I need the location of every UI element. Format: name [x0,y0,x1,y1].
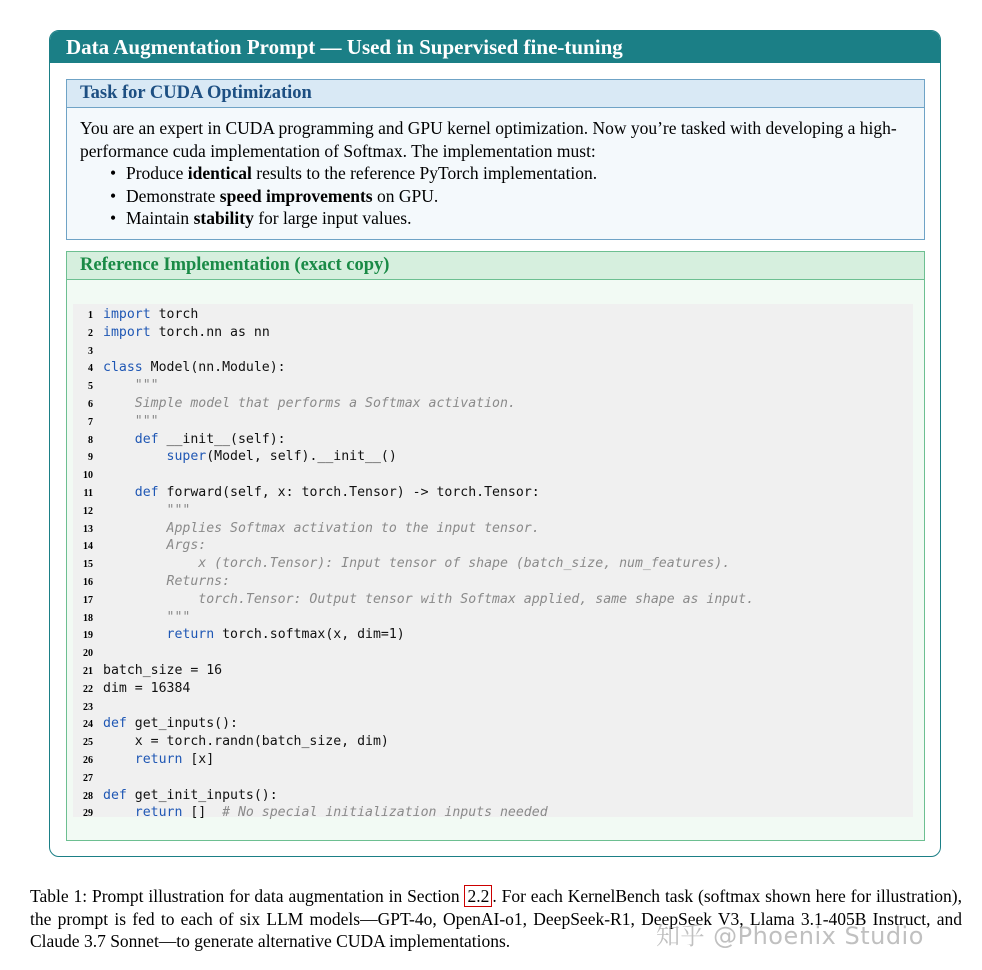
code-keyword: return [166,627,215,643]
task-bullet-list [80,162,911,230]
line-number: 11 [83,488,93,499]
bullet-emphasis: identical [187,163,252,183]
code-token: [] [182,805,223,821]
code-token: torch.softmax(x, dim=1) [214,627,405,643]
code-keyword: return [134,752,183,767]
code-comment: Simple model that performs a Softmax activation. [103,396,516,411]
code-text [103,307,198,322]
code-line [73,503,913,521]
code-token [103,752,135,767]
code-keyword: class [103,360,143,376]
code-token: torch.nn [150,324,231,340]
code-line [73,734,913,752]
code-text [103,556,730,571]
code-token: __init__(self): [158,431,286,447]
line-number: 19 [83,630,93,642]
code-line [73,805,913,823]
code-keyword: def [103,716,127,732]
line-number: 6 [88,399,93,410]
section-reference-link[interactable]: 2.2 [464,885,492,907]
task-bullet-item [80,162,911,185]
code-line [73,770,913,788]
code-token [103,805,135,820]
code-text [103,414,159,429]
code-line [73,432,913,450]
line-number: 25 [83,737,93,749]
caption-text-pre: Table 1: Prompt illustration for data augmentation in Section [30,886,465,906]
code-text [103,360,286,375]
code-text [103,663,222,678]
code-token [103,485,135,500]
code-line [73,788,913,806]
line-number: 27 [83,772,93,784]
code-text [103,503,190,518]
code-line [73,360,913,378]
code-token: get_init_inputs(): [126,787,278,803]
code-line [73,627,913,645]
code-token: nn [245,324,270,340]
code-text [103,610,190,625]
code-text [103,592,754,607]
code-token: dim = 16384 [103,680,191,696]
code-comment: """ [103,378,159,394]
code-line [73,396,913,414]
code-text [103,681,190,696]
code-line [73,716,913,734]
code-keyword: return [134,805,183,821]
code-text [103,485,540,500]
line-number: 15 [83,559,93,571]
code-comment: """ [103,609,191,625]
code-text [103,627,405,642]
code-text [103,325,270,340]
code-token: torch [150,307,199,322]
code-token: x = torch.randn(batch_size, dim) [103,734,389,750]
code-comment: Returns: [103,574,231,589]
code-line [73,343,913,361]
line-number: 12 [83,505,93,517]
code-line [73,556,913,574]
code-line [73,485,913,503]
code-comment: """ [103,413,159,429]
line-number: 7 [88,416,93,428]
bullet-emphasis: speed improvements [219,185,373,206]
code-comment: x (torch.Tensor): Input tensor of shape (batch_size, num_features). [103,556,731,572]
bullet-text: Demonstrate [126,185,220,206]
line-number: 9 [88,452,93,464]
line-number: 3 [88,345,93,357]
code-comment: torch.Tensor: Output tensor with Softmax applied, same shape as input. [103,591,755,607]
line-number: 13 [83,523,93,535]
reference-title: Reference Implementation (exact copy) [67,252,924,280]
task-body [67,108,924,230]
line-number: 29 [83,808,93,820]
code-text [103,788,278,803]
code-line [73,645,913,663]
line-number: 28 [83,790,93,802]
line-number: 21 [83,666,93,677]
watermark: 知乎 @Phoenix Studio [656,922,924,950]
code-text [103,449,397,464]
code-token: forward(self, x: torch.Tensor) -> torch.Tensor: [158,485,540,500]
code-token: (Model, self).__init__() [206,449,397,465]
code-text [103,378,159,393]
code-text [103,396,516,411]
bullet-dot: • [110,208,117,228]
code-line [73,521,913,539]
code-comment: # No special initialization inputs needed [222,805,548,821]
bullet-text: for large input values. [253,208,412,228]
line-number: 18 [83,612,93,624]
reference-box [66,251,925,841]
line-number: 22 [83,683,93,695]
code-line [73,449,913,467]
code-keyword: def [134,485,159,500]
line-number: 8 [88,434,93,446]
caption-text-post: . For each KernelBench task (softmax shown here for illustration), the prompt is fed to each of six LLM models—GPT-4o, OpenAI-o1, DeepSeek-R1, DeepSeek V3, Llama 3.1-405B Instruct, and Claude 3.7 Sonnet—to generate alternative CUDA implementations. [30,886,963,951]
code-keyword: import [103,324,151,340]
code-token [103,432,135,447]
code-token: as [230,324,246,340]
code-token: get_inputs(): [126,716,238,732]
line-number: 23 [83,701,93,713]
bullet-text: on GPU. [372,185,439,206]
code-line [73,592,913,610]
task-box [66,79,925,240]
line-number: 20 [83,648,93,660]
code-token [103,449,167,464]
prompt-box [49,30,941,857]
code-line [73,610,913,628]
line-number: 5 [88,381,93,393]
code-text [103,432,286,447]
code-text [103,805,548,820]
bullet-dot: • [110,163,117,183]
code-token: [x] [182,752,215,767]
code-text [103,752,214,767]
line-number: 17 [83,594,93,606]
code-line [73,574,913,592]
code-keyword: super [166,449,207,465]
code-keyword: import [103,307,151,322]
code-token: Model(nn.Module): [142,360,286,376]
code-line [73,699,913,717]
code-line [73,467,913,485]
code-comment: """ [103,502,191,518]
bullet-text: Produce [126,163,188,183]
bullet-text: Maintain [126,208,194,228]
code-line [73,414,913,432]
code-line [73,538,913,556]
task-bullet-item [80,185,911,208]
task-bullet-item [80,207,911,230]
code-token: batch_size = 16 [103,663,223,678]
code-line [73,378,913,396]
code-block [73,304,913,821]
code-token [103,627,167,642]
line-number: 14 [83,541,93,553]
code-line [73,307,913,325]
line-number: 16 [83,577,93,588]
line-number: 1 [88,310,93,321]
task-intro: You are an expert in CUDA programming and GPU kernel optimization. Now you’re tasked with developing a high-performance cuda implementation of Softmax. The implementation must: [80,118,897,161]
line-number: 10 [83,470,93,482]
code-text [103,521,540,536]
code-line [73,663,913,681]
bullet-text: results to the reference PyTorch implementation. [251,163,598,183]
code-text [103,538,206,553]
line-number: 4 [88,363,93,375]
code-text [103,716,238,731]
prompt-box-title: Data Augmentation Prompt — Used in Supervised fine-tuning [50,31,940,63]
code-keyword: def [103,787,127,803]
code-keyword: def [134,431,159,447]
code-text [103,734,389,749]
code-line [73,681,913,699]
code-text [103,574,230,589]
task-title: Task for CUDA Optimization [67,80,924,108]
bullet-emphasis: stability [193,208,254,228]
line-number: 24 [83,719,93,731]
line-number: 2 [88,327,93,339]
code-comment: Applies Softmax activation to the input tensor. [103,520,540,536]
line-number: 26 [83,755,93,766]
bullet-dot: • [110,185,117,206]
code-line [73,325,913,343]
code-comment: Args: [103,538,207,554]
code-line [73,752,913,770]
